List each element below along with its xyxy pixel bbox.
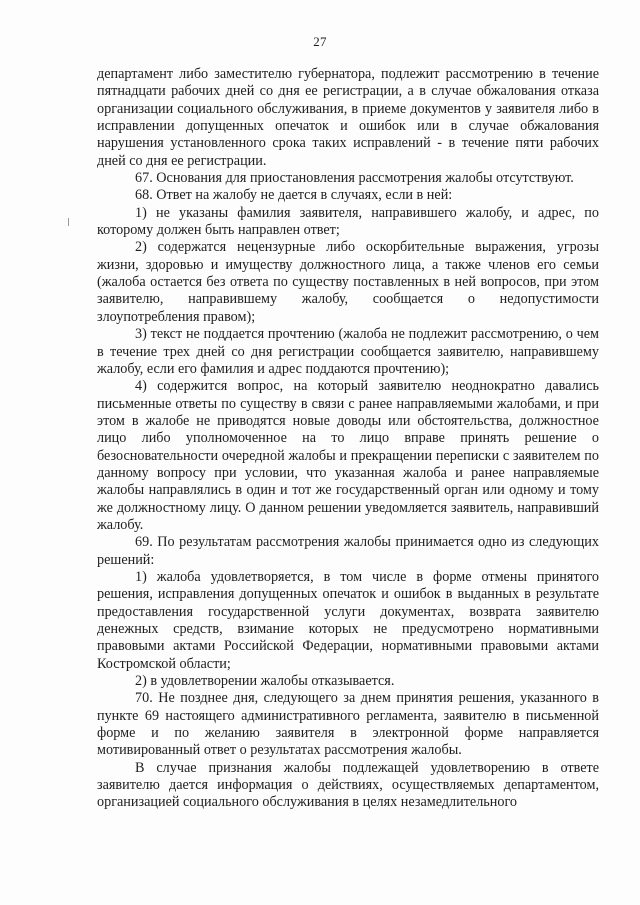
paragraph-68-item-4: 4) содержится вопрос, на который заявителю неоднократно давались письменные ответы по существу в связи с ранее направляемыми жалобами, и при этом в жалобе не приводятся новые доводы или обстоятельства, должностное лицо либо уполномоченное на то лицо вправе принять решение о безосновательности очередной жалобы и прекращении переписки с заявителем по данному вопросу при условии, что указанная жалоба и ранее направляемые жалобы направлялись в один и тот же государственный орган или одному и тому же должностному лицу. О данном решении уведомляется заявитель, направивший жалобу. <box>97 378 599 533</box>
page-number: 27 <box>313 34 327 49</box>
paragraph-68-item-2: 2) содержатся нецензурные либо оскорбительные выражения, угрозы жизни, здоровью и имуществу должностного лица, а также членов его семьи (жалоба остается без ответа по существу поставленных в ней вопросов, при этом заявителю, направившему жалобу, сообщается о недопустимости злоупотребления правом); <box>97 239 599 325</box>
paragraph-70: 70. Не позднее дня, следующего за днем принятия решения, указанного в пункте 69 настоящего административного регламента, заявителю в письменной форме и по желанию заявителя в электронной форме направляется мотивированный ответ о результатах рассмотрения жалобы. <box>97 690 599 759</box>
paragraph-68-item-1: 1) не указаны фамилия заявителя, направившего жалобу, и адрес, по которому должен быть направлен ответ; <box>97 204 599 239</box>
paragraph-67: 67. Основания для приостановления рассмотрения жалобы отсутствуют. <box>135 170 574 187</box>
paragraph-68-item-3: 3) текст не поддается прочтению (жалоба не подлежит рассмотрению, о чем в течение трех дней со дня регистрации сообщается заявителю, направившему жалобу, если его фамилия и адрес поддаются прочтению); <box>97 326 599 377</box>
margin-mark <box>68 218 69 226</box>
paragraph-68: 68. Ответ на жалобу не дается в случаях, если в ней: <box>135 187 453 204</box>
paragraph-69-item-2: 2) в удовлетворении жалобы отказывается. <box>135 673 395 690</box>
paragraph-70-continuation: В случае признания жалобы подлежащей удовлетворению в ответе заявителю дается информация о действиях, осуществляемых департаментом, организацией социального обслуживания в целях незамедлительного <box>97 759 599 811</box>
paragraph-continuation: департамент либо заместителю губернатора, подлежит рассмотрению в течение пятнадцати рабочих дней со дня ее регистрации, а в случае обжалования отказа организации социального обслуживания, в приеме документов у заявителя либо в исправлении допущенных опечаток и ошибок или в случае обжалования нарушения установленного срока таких исправлений - в течение пяти рабочих дней со дня ее регистрации. <box>97 66 599 169</box>
paragraph-69: 69. По результатам рассмотрения жалобы принимается одно из следующих решений: <box>97 534 599 568</box>
paragraph-69-item-1: 1) жалоба удовлетворяется, в том числе в форме отмены принятого решения, исправления допущенных опечаток и ошибок в выданных в результате предоставления государственной услуги документах, возврата заявителю денежных средств, взимание которых не предусмотрено нормативными правовыми актами Российской Федерации, нормативными правовыми актами Костромской области; <box>97 568 599 672</box>
document-body <box>97 66 599 812</box>
